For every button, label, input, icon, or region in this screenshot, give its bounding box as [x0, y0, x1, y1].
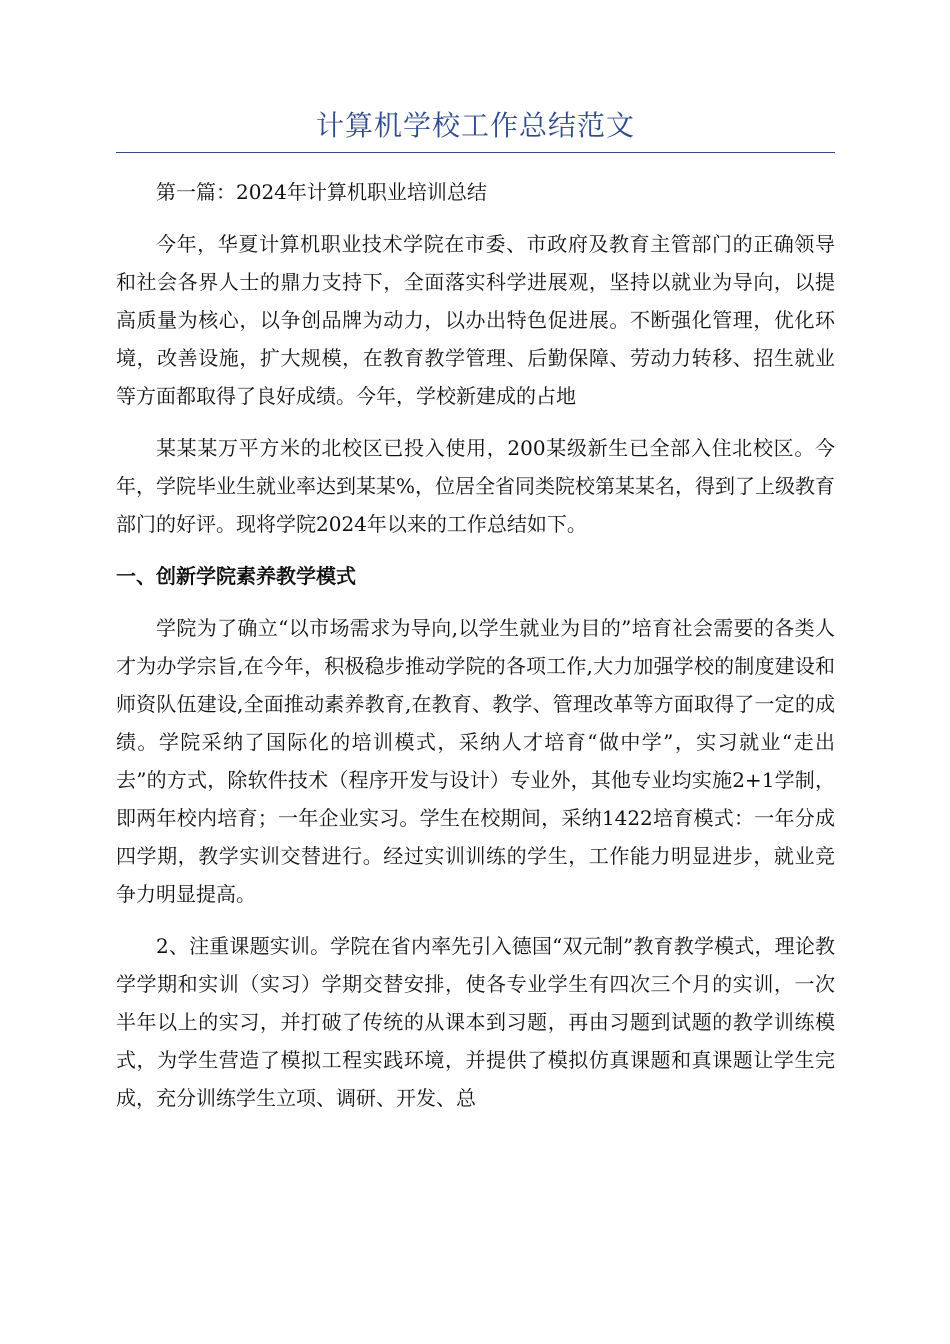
section-heading: 一、创新学院素养教学模式 — [116, 564, 356, 588]
intro-paragraph-1: 今年，华夏计算机职业技术学院在市委、市政府及教育主管部门的正确领导和社会各界人士的鼎力支持下，全面落实科学进展观，坚持以就业为导向，以提高质量为核心，以争创品牌为动力，以办出特色促进展。不断强化管理，优化环境，改善设施，扩大规模，在教育教学管理、后勤保障、劳动力转移、招生就业等方面都取得了良好成绩。今年，学校新建成的占地 — [116, 232, 835, 408]
section-paragraph-2: 2、注重课题实训。学院在省内率先引入德国“双元制”教育教学模式，理论教学学期和实训（实习）学期交替安排，使各专业学生有四次三个月的实训，一次半年以上的实习，并打破了传统的从课本到习题，再由习题到试题的教学训练模式，为学生营造了模拟工程实践环境，并提供了模拟仿真课题和真课题让学生完成，充分训练学生立项、调研、开发、总 — [116, 934, 835, 1110]
document-title: 计算机学校工作总结范文 — [116, 106, 835, 153]
document-page — [116, 106, 835, 1117]
document-subtitle: 第一篇：2024年计算机职业培训总结 — [156, 180, 487, 204]
section-paragraph-1: 学院为了确立“以市场需求为导向,以学生就业为目的”培育社会需要的各类人才为办学宗旨,在今年，积极稳步推动学院的各项工作,大力加强学校的制度建设和师资队伍建设,全面推动素养教育,在教育、教学、管理改革等方面取得了一定的成绩。学院采纳了国际化的培训模式，采纳人才培育“做中学”，实习就业“走出去”的方式，除软件技术（程序开发与设计）专业外，其他专业均实施2+1学制，即两年校内培育；一年企业实习。学生在校期间，采纳1422培育模式：一年分成四学期，教学实训交替进行。经过实训训练的学生，工作能力明显进步，就业竞争力明显提高。 — [116, 616, 835, 906]
intro-paragraph-2: 某某某万平方米的北校区已投入使用，200某级新生已全部入住北校区。今年，学院毕业生就业率达到某某%，位居全省同类院校第某某名，得到了上级教育部门的好评。现将学院2024年以来的工作总结如下。 — [116, 436, 836, 536]
